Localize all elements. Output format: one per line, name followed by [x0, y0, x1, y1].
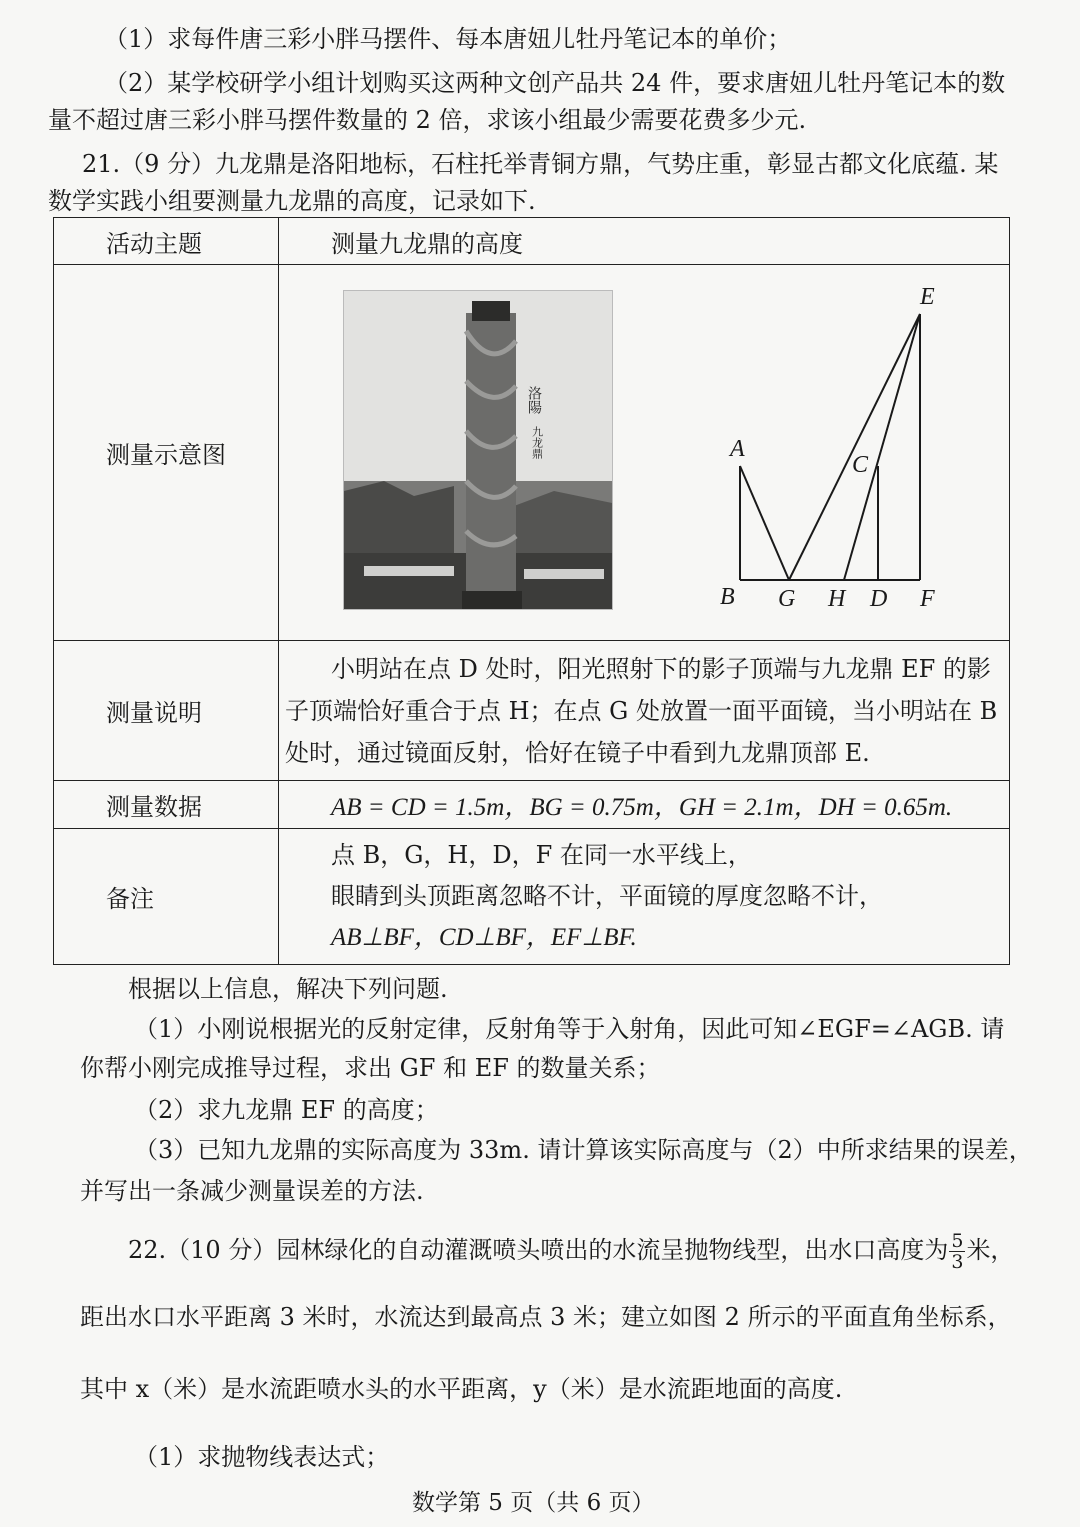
note-line3: AB⊥BF，CD⊥BF，EF⊥BF.	[331, 924, 637, 951]
q21-p3-line2: 并写出一条减少测量误差的方法.	[80, 1177, 424, 1205]
row-key-data: 测量数据	[106, 793, 202, 821]
q22-line1-a: 22.（10 分）园林绿化的自动灌溉喷头喷出的水流呈抛物线型，出水口高度为	[128, 1236, 949, 1264]
photo-caption-name: 九龙鼎	[530, 426, 544, 459]
explain-line2: 子顶端恰好重合于点 H；在点 G 处放置一面平面镜，当小明站在 B	[285, 696, 998, 725]
label-E: E	[920, 284, 935, 310]
q21-after: 根据以上信息，解决下列问题.	[128, 975, 448, 1003]
label-H: H	[828, 586, 846, 612]
q20-part2-line1: （2）某学校研学小组计划购买这两种文创产品共 24 件，要求唐妞儿牡丹笔记本的数	[104, 69, 1006, 97]
q22-p1: （1）求抛物线表达式；	[134, 1443, 390, 1471]
measurement-diagram	[700, 270, 980, 620]
q22-line1-b: 米，	[966, 1236, 1015, 1264]
table-row	[54, 829, 1010, 965]
fraction-5-3	[949, 1231, 965, 1272]
row-val-theme: 测量九龙鼎的高度	[331, 229, 523, 258]
q22-line2: 距出水口水平距离 3 米时，水流达到最高点 3 米；建立如图 2 所示的平面直角坐标系，	[80, 1303, 1012, 1331]
label-A: A	[730, 436, 745, 462]
row-key-diagram: 测量示意图	[106, 441, 226, 469]
photo-caption-city: 洛陽	[526, 386, 542, 414]
frac-num: 5	[951, 1230, 964, 1252]
table-row	[54, 218, 1010, 265]
explain-line1: 小明站在点 D 处时，阳光照射下的影子顶端与九龙鼎 EF 的影	[331, 654, 991, 683]
q21-p1-line2: 你帮小刚完成推导过程，求出 GF 和 EF 的数量关系；	[80, 1054, 661, 1082]
q21-intro-line1: 21.（9 分）九龙鼎是洛阳地标，石柱托举青铜方鼎，气势庄重，彰显古都文化底蕴. 某	[82, 150, 999, 178]
segment-AG	[740, 466, 789, 580]
note-line2: 眼睛到头顶距离忽略不计，平面镜的厚度忽略不计，	[331, 882, 883, 910]
label-G: G	[778, 586, 796, 612]
label-D: D	[870, 586, 888, 612]
q20-part2-line2: 量不超过唐三彩小胖马摆件数量的 2 倍，求该小组最少需要花费多少元.	[48, 106, 807, 134]
explain-line3: 处时，通过镜面反射，恰好在镜子中看到九龙鼎顶部 E.	[285, 738, 870, 767]
table-row	[54, 781, 1010, 829]
q21-p2: （2）求九龙鼎 EF 的高度；	[134, 1096, 439, 1124]
q21-intro-line2: 数学实践小组要测量九龙鼎的高度，记录如下.	[48, 187, 536, 215]
q21-p1-line1: （1）小刚说根据光的反射定律，反射角等于入射角，因此可知∠EGF=∠AGB. 请	[134, 1015, 1005, 1043]
row-key-theme: 活动主题	[106, 229, 202, 258]
frac-den: 3	[951, 1251, 964, 1273]
q20-part1: （1）求每件唐三彩小胖马摆件、每本唐妞儿牡丹笔记本的单价；	[104, 25, 792, 53]
row-val-data: AB = CD = 1.5m，BG = 0.75m，GH = 2.1m，DH = 0.65m.	[331, 793, 953, 821]
label-F: F	[920, 586, 935, 612]
jiulongding-photo	[343, 290, 613, 610]
table-row	[54, 641, 1010, 781]
row-key-explain: 测量说明	[106, 699, 202, 727]
label-C: C	[852, 452, 869, 478]
note-line1: 点 B，G，H，D，F 在同一水平线上，	[331, 841, 752, 869]
label-B: B	[720, 584, 735, 610]
page-footer: 数学第 5 页（共 6 页）	[412, 1490, 655, 1516]
q22-line1	[128, 1228, 1014, 1272]
q21-p3-line1: （3）已知九龙鼎的实际高度为 33m. 请计算该实际高度与（2）中所求结果的误差，	[134, 1136, 1033, 1164]
row-key-note: 备注	[106, 885, 154, 913]
q22-line3: 其中 x（米）是水流距喷水头的水平距离，y（米）是水流距地面的高度.	[80, 1375, 843, 1403]
